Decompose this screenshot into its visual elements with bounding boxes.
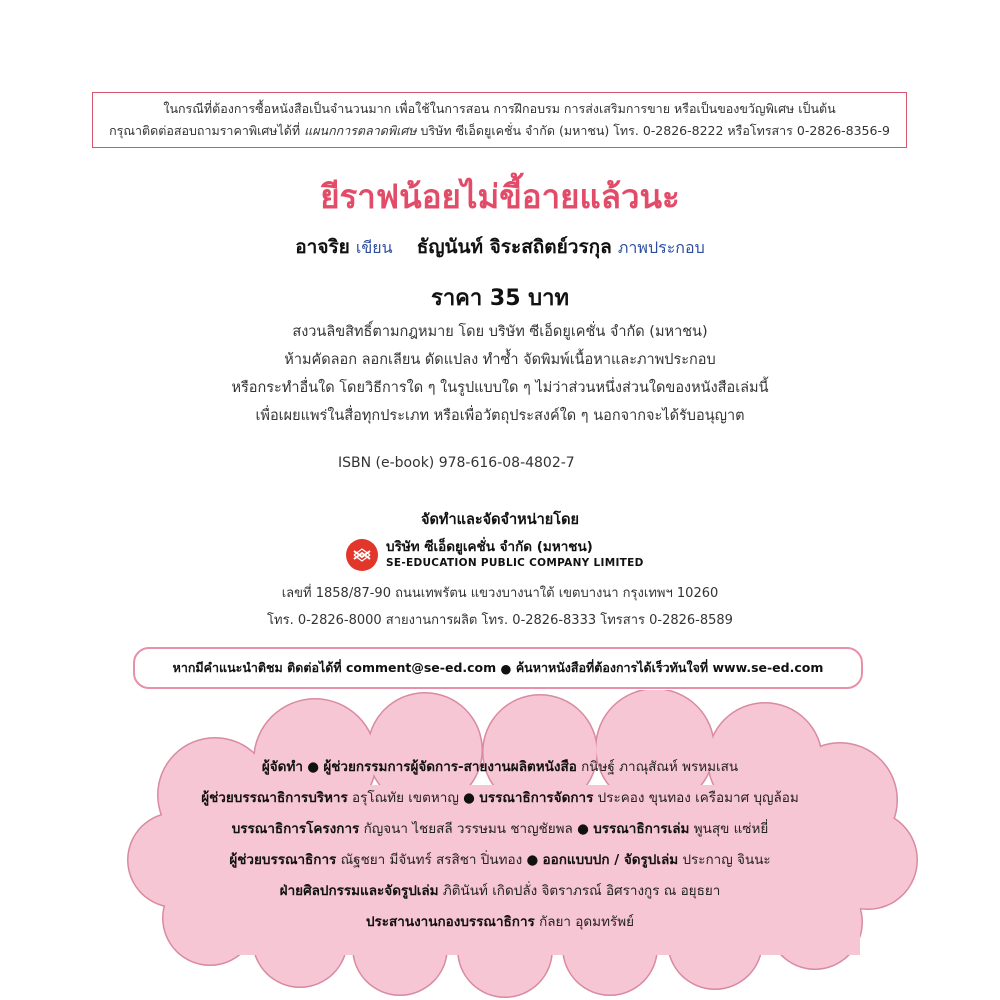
staff-role: ผู้ช่วยกรรมการผู้จัดการ-สายงานผลิตหนังสือ bbox=[323, 759, 577, 775]
book-title: ยีราฟน้อยไม่ขี้อายแล้วนะ bbox=[320, 177, 680, 216]
copyright-line-4: เพื่อเผยแพร่ในสื่อทุกประเภท หรือเพื่อวัตถุประสงค์ใด ๆ นอกจากจะได้รับอนุญาต bbox=[255, 408, 745, 424]
staff-line bbox=[0, 876, 1000, 907]
notice-line-2-start: กรุณาติดต่อสอบถามราคาพิเศษได้ที่ bbox=[109, 123, 305, 138]
publisher-address bbox=[0, 580, 1000, 634]
staff-line bbox=[0, 752, 1000, 783]
bullet-icon: ● bbox=[307, 759, 320, 775]
address-line-2: โทร. 0-2826-8000 สายงานการผลิต โทร. 0-2826-8333 โทรสาร 0-2826-8589 bbox=[267, 613, 733, 628]
se-ed-logo-icon bbox=[346, 539, 378, 571]
staff-role: ออกแบบปก / จัดรูปเล่ม bbox=[542, 852, 679, 868]
price: ราคา 35 บาท bbox=[431, 286, 569, 311]
staff-role: ผู้ช่วยบรรณาธิการบริหาร bbox=[201, 790, 348, 806]
notice-line-2 bbox=[109, 120, 890, 142]
distribution-label: จัดทำและจัดจำหน่ายโดย bbox=[421, 512, 579, 528]
staff-names: กัญจนา ไชยสลี วรรษมน ชาญชัยพล bbox=[363, 821, 573, 837]
staff-role: ประสานงานกองบรรณาธิการ bbox=[365, 914, 535, 930]
credits-line bbox=[0, 232, 1000, 262]
bullet-icon: ● bbox=[577, 821, 589, 837]
notice-line-2-end: บริษัท ซีเอ็ดยูเคชั่น จำกัด (มหาชน) โทร. 0-2826-8222 หรือโทรสาร 0-2826-8356-9 bbox=[416, 123, 890, 138]
staff-line bbox=[0, 814, 1000, 845]
staff-names: อรุโณทัย เขตหาญ bbox=[352, 790, 459, 806]
bullet-icon: ● bbox=[500, 660, 512, 676]
staff-names: กัลยา อุดมทรัพย์ bbox=[539, 914, 635, 930]
staff-line bbox=[0, 783, 1000, 814]
publisher-name-en: SE-EDUCATION PUBLIC COMPANY LIMITED bbox=[386, 557, 644, 569]
staff-role: บรรณาธิการโครงการ bbox=[231, 821, 360, 837]
special-marketing-dept: แผนกการตลาดพิเศษ bbox=[304, 123, 417, 138]
isbn: ISBN (e-book) 978-616-08-4802-7 bbox=[338, 455, 575, 471]
staff-role: บรรณาธิการเล่ม bbox=[593, 821, 690, 837]
staff-line bbox=[0, 907, 1000, 938]
publisher-name-th: บริษัท ซีเอ็ดยูเคชั่น จำกัด (มหาชน) bbox=[386, 539, 593, 555]
bullet-icon: ● bbox=[463, 790, 475, 806]
staff-role: ผู้จัดทำ bbox=[261, 759, 303, 775]
address-line-1: เลขที่ 1858/87-90 ถนนเทพรัตน แขวงบางนาใต้ เขตบางนา กรุงเทพฯ 10260 bbox=[281, 586, 719, 601]
staff-credits bbox=[0, 752, 1000, 938]
staff-names: พูนสุข แซ่หยี่ bbox=[693, 821, 769, 837]
bullet-icon: ● bbox=[526, 852, 539, 868]
staff-line bbox=[0, 845, 1000, 876]
bulk-order-notice bbox=[92, 92, 907, 148]
contact-box bbox=[133, 647, 863, 689]
copyright-line-3: หรือกระทำอื่นใด โดยวิธีการใด ๆ ในรูปแบบใด ๆ ไม่ว่าส่วนหนึ่งส่วนใดของหนังสือเล่มนี้ bbox=[231, 380, 769, 396]
contact-comment: หากมีคำแนะนำติชม ติดต่อได้ที่ comment@se-ed.com bbox=[172, 660, 497, 675]
copyright-line-1: สงวนลิขสิทธิ์ตามกฎหมาย โดย บริษัท ซีเอ็ดยูเคชั่น จำกัด (มหาชน) bbox=[292, 324, 708, 340]
staff-role: ฝ่ายศิลปกรรมและจัดรูปเล่ม bbox=[279, 883, 439, 899]
staff-names: ประคอง ขุนทอง เครือมาศ บุญล้อม bbox=[597, 790, 799, 806]
author-name: อาจริย bbox=[295, 236, 350, 258]
staff-names: ภิตินันท์ เกิดปลั่ง จิตราภรณ์ อิศรางกูร ณ อยุธยา bbox=[442, 883, 721, 899]
author-role: เขียน bbox=[355, 238, 393, 257]
contact-website: ค้นหาหนังสือที่ต้องการได้เร็วทันใจที่ www.se-ed.com bbox=[515, 660, 824, 675]
staff-role: บรรณาธิการจัดการ bbox=[479, 790, 594, 806]
illustrator-role: ภาพประกอบ bbox=[617, 238, 705, 257]
illustrator-name: ธัญนันท์ จิระสถิตย์วรกุล bbox=[416, 236, 612, 258]
staff-names: กนิษฐ์ ภาณุสัณห์ พรหมเสน bbox=[581, 759, 739, 775]
copyright-line-2: ห้ามคัดลอก ลอกเลียน ดัดแปลง ทำซ้ำ จัดพิมพ์เนื้อหาและภาพประกอบ bbox=[284, 352, 716, 368]
publisher-block bbox=[346, 537, 644, 573]
copyright-block bbox=[0, 318, 1000, 430]
notice-line-1: ในกรณีที่ต้องการซื้อหนังสือเป็นจำนวนมาก เพื่อใช้ในการสอน การฝึกอบรม การส่งเสริมการขาย หรือเป็นของขวัญพิเศษ เป็นต้น bbox=[163, 101, 836, 116]
staff-names: ประกาญ จินนะ bbox=[682, 852, 771, 868]
staff-role: ผู้ช่วยบรรณาธิการ bbox=[229, 852, 337, 868]
staff-names: ณัฐชยา มีจันทร์ สรสิชา ปิ่นทอง bbox=[340, 852, 523, 868]
